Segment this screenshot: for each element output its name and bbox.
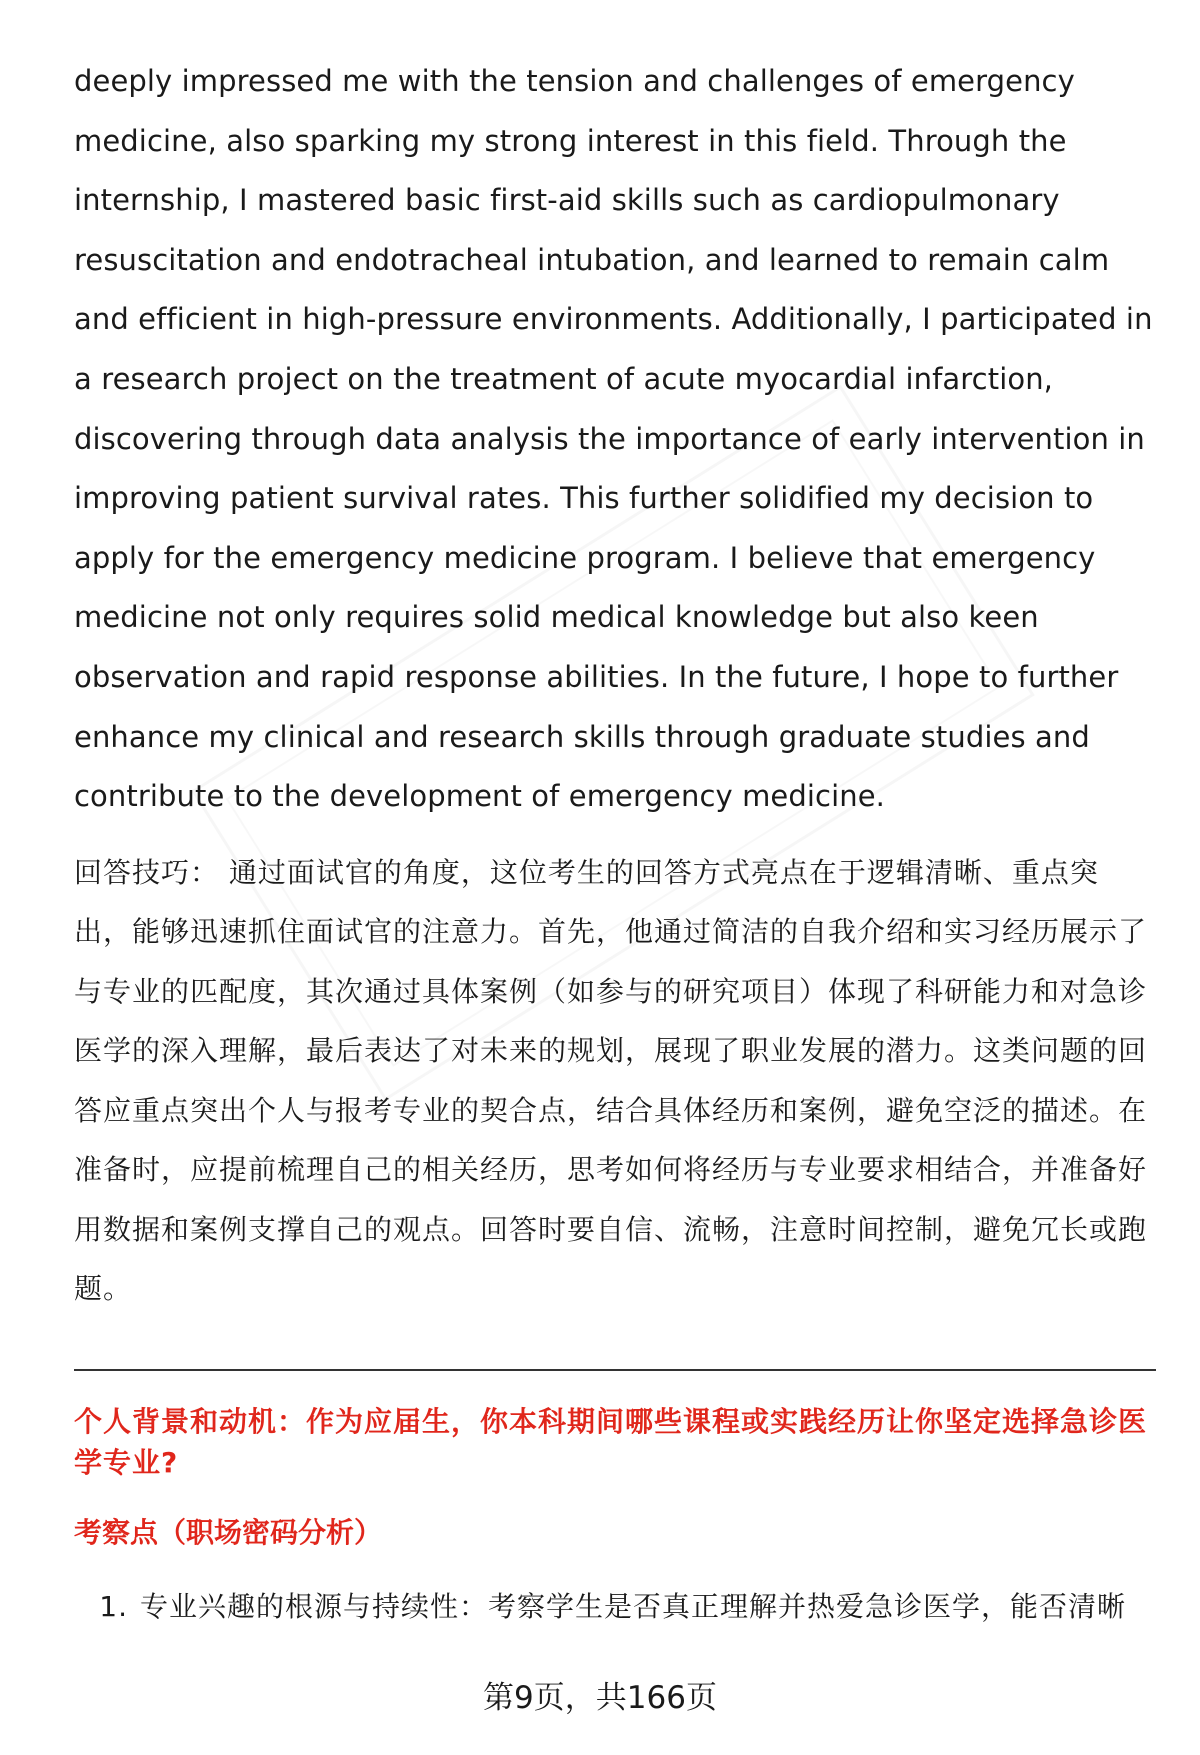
- page-footer: 第9页，共166页: [483, 1680, 717, 1716]
- document-content: [74, 52, 1154, 1627]
- section-title: 考察点（职场密码分析）: [74, 1515, 383, 1549]
- question-heading: 个人背景和动机：作为应届生，你本科期间哪些课程或实践经历让你坚定选择急诊医学专业?: [74, 1404, 1148, 1479]
- section-divider: [74, 1369, 1156, 1371]
- answer-tips-paragraph: 回答技巧： 通过面试官的角度，这位考生的回答方式亮点在于逻辑清晰、重点突出，能够迅速抓住面试官的注意力。首先，他通过简洁的自我介绍和实习经历展示了与专业的匹配度，其次通过具体案例（如参与的研究项目）体现了科研能力和对急诊医学的深入理解，最后表达了对未来的规划，展现了职业发展的潜力。这类问题的回答应重点突出个人与报考专业的契合点，结合具体经历和案例，避免空泛的描述。在准备时，应提前梳理自己的相关经历，思考如何将经历与专业要求相结合，并准备好用数据和案例支撑自己的观点。回答时要自信、流畅，注意时间控制，避免冗长或跑题。: [74, 855, 1148, 1306]
- list-item-text: 专业兴趣的根源与持续性：考察学生是否真正理解并热爱急诊医学，能否清晰: [140, 1589, 1127, 1623]
- list-item: [74, 1587, 1154, 1627]
- list-item-number: 1.: [99, 1589, 128, 1623]
- english-paragraph: deeply impressed me with the tension and challenges of emergency medicine, also sparking my strong interest in this field. Through the internship, I mastered basic first-aid skills such as cardiopulmonary resuscitation and endotracheal intubation, and learned to remain calm and efficient in high-pressure environments. Additionally, I participated in a research project on the treatment of acute myocardial infarction, discovering through data analysis the importance of early intervention in improving patient survival rates. This further solidified my decision to apply for the emergency medicine program. I believe that emergency medicine not only requires solid medical knowledge but also keen observation and rapid response abilities. In the future, I hope to further enhance my clinical and research skills through graduate studies and contribute to the development of emergency medicine.: [74, 64, 1153, 814]
